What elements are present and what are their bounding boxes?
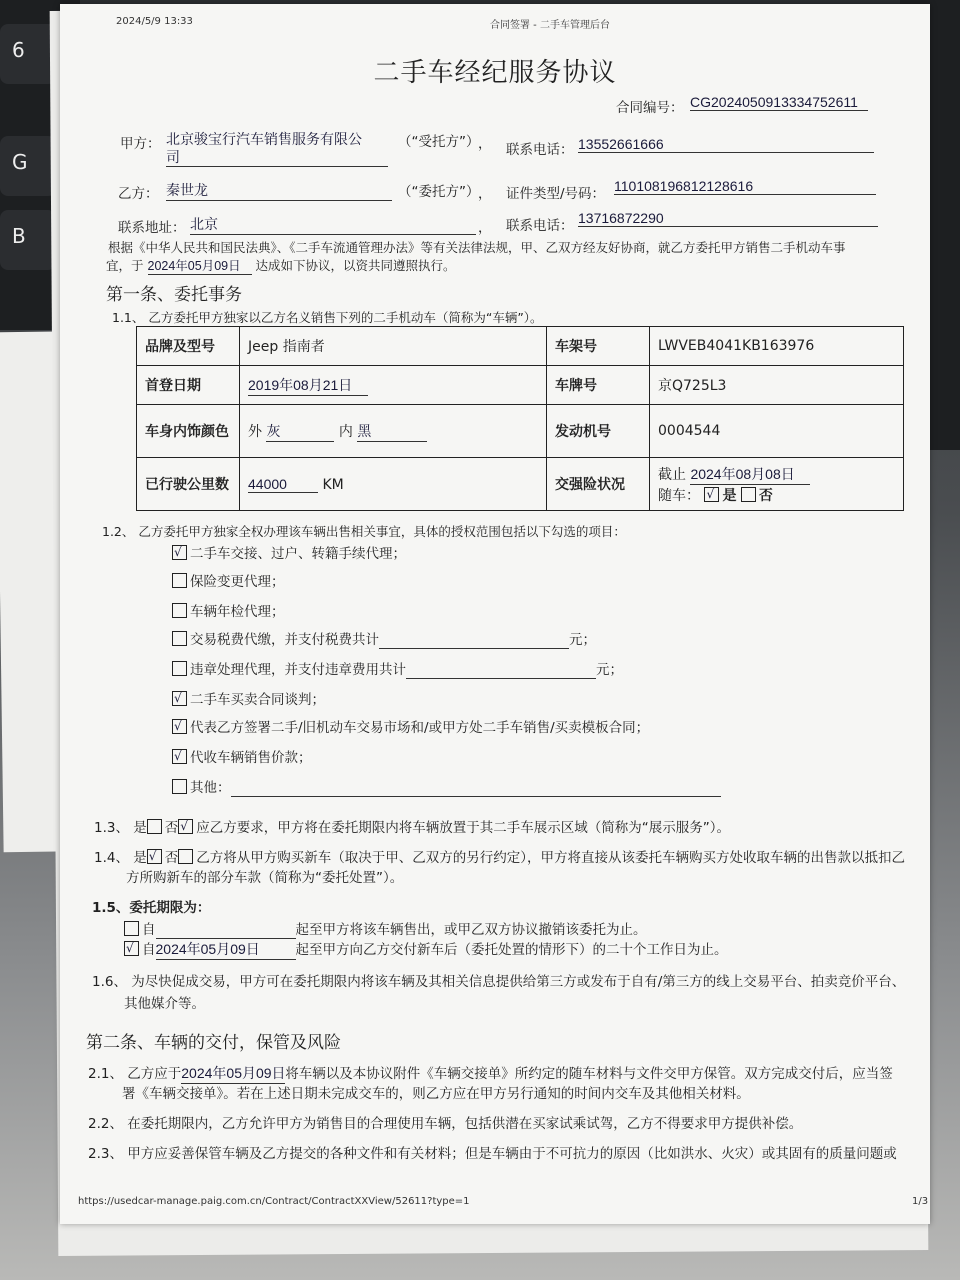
option-checkbox[interactable] [172, 661, 187, 676]
term-option-2: √自2024年05月09日 起至甲方向乙方交付新车后（委托处置的情形下）的二十个工作日为止。 [124, 938, 728, 960]
print-datetime: 2024/5/9 13:33 [116, 16, 193, 27]
option-checkbox[interactable] [172, 545, 187, 560]
brand-label: 品牌及型号 [137, 327, 240, 366]
party-a-name: 北京骏宝行汽车销售服务有限公 司 [166, 130, 388, 167]
option-item: √代表乙方签署二手/旧机动车交易市场和/或甲方处二手车销售/买卖模板合同； [172, 716, 649, 736]
option-item: √二手车买卖合同谈判； [172, 688, 325, 708]
plate-value: 京Q725L3 [650, 366, 904, 405]
address: 北京 [190, 214, 476, 235]
term-option-1: 自 起至甲方将该车辆售出，或甲乙双方协议撤销该委托为止。 [124, 918, 647, 939]
vin-value: LWVEB4041KB163976 [650, 327, 904, 366]
reg-date-label: 首登日期 [137, 366, 240, 405]
clause-1-6-cont: 其他媒介等。 [124, 996, 205, 1012]
tax-amount-blank [379, 632, 569, 649]
term-checkbox[interactable] [124, 941, 139, 956]
phone-label: 联系电话： [506, 218, 574, 234]
option-item: √代收车辆销售价款； [172, 746, 312, 766]
option-item: 违章处理代理，并支付违章费用共计 元； [172, 658, 623, 679]
color-cell: 外 灰 内 黑 [240, 405, 547, 458]
section-1-heading: 第一条、委托事务 [106, 285, 242, 305]
engine-value: 0004544 [650, 405, 904, 458]
term-start-date: 2024年05月09日 [156, 939, 296, 960]
contract-page [60, 4, 930, 1224]
clause-1-4-cont: 方所购新车的部分车款（简称为“委托处置”）。 [126, 870, 404, 886]
plate-label: 车牌号 [547, 366, 650, 405]
option-checkbox[interactable] [172, 691, 187, 706]
clause-2-1: 2.1、 乙方应于2024年05月09日将车辆以及本协议附件《车辆交接单》所约定的随车材料与文件交甲方保管。双方完成交付后，应当签 [88, 1065, 893, 1082]
option-checkbox[interactable] [172, 749, 187, 764]
keyboard-key: G [0, 136, 56, 196]
new-car-yes-checkbox[interactable] [147, 849, 162, 864]
option-checkbox[interactable] [172, 631, 187, 646]
comma: ， [478, 220, 492, 236]
section-2-heading: 第二条、车辆的交付，保管及风险 [86, 1033, 341, 1053]
agreement-date: 2024年05月09日 [148, 256, 252, 275]
table-row [137, 458, 904, 511]
option-item: 其他： [172, 776, 721, 797]
table-row [137, 327, 904, 366]
option-checkbox[interactable] [172, 603, 187, 618]
brand-value: Jeep 指南者 [240, 327, 547, 366]
table-row [137, 405, 904, 458]
clause-2-1-cont: 署《车辆交接单》。若在上述日期未完成交车的，则乙方应在甲方另行通知的时间内交车及其他相关材料。 [122, 1086, 750, 1102]
option-item: 交易税费代缴，并支付税费共计 元； [172, 628, 596, 649]
clause-1-5: 1.5、委托期限为： [92, 900, 211, 916]
party-b-label: 乙方： [118, 186, 159, 202]
party-a-phone: 13552661666 [578, 136, 874, 153]
clause-2-2: 2.2、 在委托期限内，乙方允许甲方为销售目的合理使用车辆，包括供潜在买家试乘试驾，乙方不得要求甲方提供补偿。 [88, 1116, 803, 1132]
comma: ， [478, 136, 492, 152]
vin-label: 车架号 [547, 327, 650, 366]
document-title: 二手车经纪服务协议 [373, 58, 617, 88]
reg-date-cell [240, 366, 547, 405]
keyboard-key: B [0, 210, 56, 270]
clause-1-3: 1.3、 是 否√ 应乙方要求，甲方将在委托期限内将车辆放置于其二手车展示区域（简称为“展示服务”）。 [94, 816, 730, 836]
clause-1-1: 1.1、 乙方委托甲方独家以乙方名义销售下列的二手机动车（简称为“车辆”）。 [112, 310, 543, 325]
insurance-until: 2024年08月08日 [690, 464, 810, 485]
table-row [137, 366, 904, 405]
clause-2-3: 2.3、 甲方应妥善保管车辆及乙方提交的各种文件和有关材料；但是车辆由于不可抗力的原因（比如洪水、火灾）或其固有的质量问题或 [88, 1146, 897, 1162]
contract-no: CG2024050913334752611 [690, 94, 868, 111]
party-b-name: 秦世龙 [166, 180, 392, 201]
exterior-color: 灰 [266, 421, 334, 442]
engine-label: 发动机号 [547, 405, 650, 458]
option-item: 保险变更代理； [172, 570, 285, 590]
display-no-checkbox[interactable] [178, 819, 193, 834]
preamble-line-1: 根据《中华人民共和国民法典》、《二手车流通管理办法》等有关法律法规，甲、乙双方经友好协商，就乙方委托甲方销售二手机动车事 [108, 240, 846, 255]
party-b-role: （“委托方”） [398, 184, 480, 200]
term-checkbox[interactable] [124, 921, 139, 936]
comma: ， [478, 186, 492, 202]
option-item: 车辆年检代理； [172, 600, 285, 620]
phone-label: 联系电话： [506, 142, 574, 158]
option-item: √二手车交接、过户、转籍手续代理； [172, 542, 406, 562]
color-label: 车身内饰颜色 [137, 405, 240, 458]
print-url: https://usedcar-manage.paig.com.cn/Contract/ContractXXView/52611?type=1 [78, 1196, 470, 1207]
insurance-no-checkbox[interactable] [741, 487, 756, 502]
other-blank [231, 780, 721, 797]
insurance-yes-checkbox[interactable] [704, 487, 719, 502]
display-yes-checkbox[interactable] [147, 819, 162, 834]
preamble-line-2: 宜，于 2024年05月09日 达成如下协议，以资共同遵照执行。 [106, 258, 456, 273]
mileage-value: 44000 [248, 476, 318, 493]
page-number: 1/3 [912, 1196, 929, 1207]
option-checkbox[interactable] [172, 719, 187, 734]
interior-color: 黑 [357, 421, 427, 442]
party-b-phone: 13716872290 [578, 210, 878, 227]
print-page-title: 合同签署 - 二手车管理后台 [490, 20, 610, 31]
party-b-id: 110108196812128616 [614, 178, 876, 195]
clause-1-4: 1.4、 是√ 否 乙方将从甲方购买新车（取决于甲、乙双方的另行约定），甲方将直接从该委托车辆购买方处收取车辆的出售款以抵扣乙 [94, 846, 905, 866]
address-label: 联系地址： [118, 220, 186, 236]
violation-amount-blank [406, 662, 596, 679]
party-a-role: （“受托方”） [398, 134, 480, 150]
party-a-label: 甲方： [120, 136, 161, 152]
keyboard-key: 6 [0, 24, 56, 84]
contract-no-label: 合同编号： [616, 100, 684, 116]
option-checkbox[interactable] [172, 779, 187, 794]
option-checkbox[interactable] [172, 573, 187, 588]
vehicle-table [136, 326, 904, 511]
mileage-label: 已行驶公里数 [137, 458, 240, 511]
new-car-no-checkbox[interactable] [178, 849, 193, 864]
insurance-label: 交强险状况 [547, 458, 650, 511]
insurance-cell: 截止 2024年08月08日 随车： √ 是 否 [650, 458, 904, 511]
handover-date: 2024年05月09日 [181, 1063, 285, 1084]
reg-date-value: 2019年08月21日 [248, 375, 368, 396]
id-label: 证件类型/号码： [506, 186, 606, 202]
clause-1-6: 1.6、 为尽快促成交易，甲方可在委托期限内将该车辆及其相关信息提供给第三方或发布于自有/第三方的线上交易平台、拍卖竞价平台、 [92, 974, 906, 990]
mileage-cell: 44000 KM [240, 458, 547, 511]
clause-1-2: 1.2、 乙方委托甲方独家全权办理该车辆出售相关事宜，具体的授权范围包括以下勾选的项目： [102, 524, 626, 539]
